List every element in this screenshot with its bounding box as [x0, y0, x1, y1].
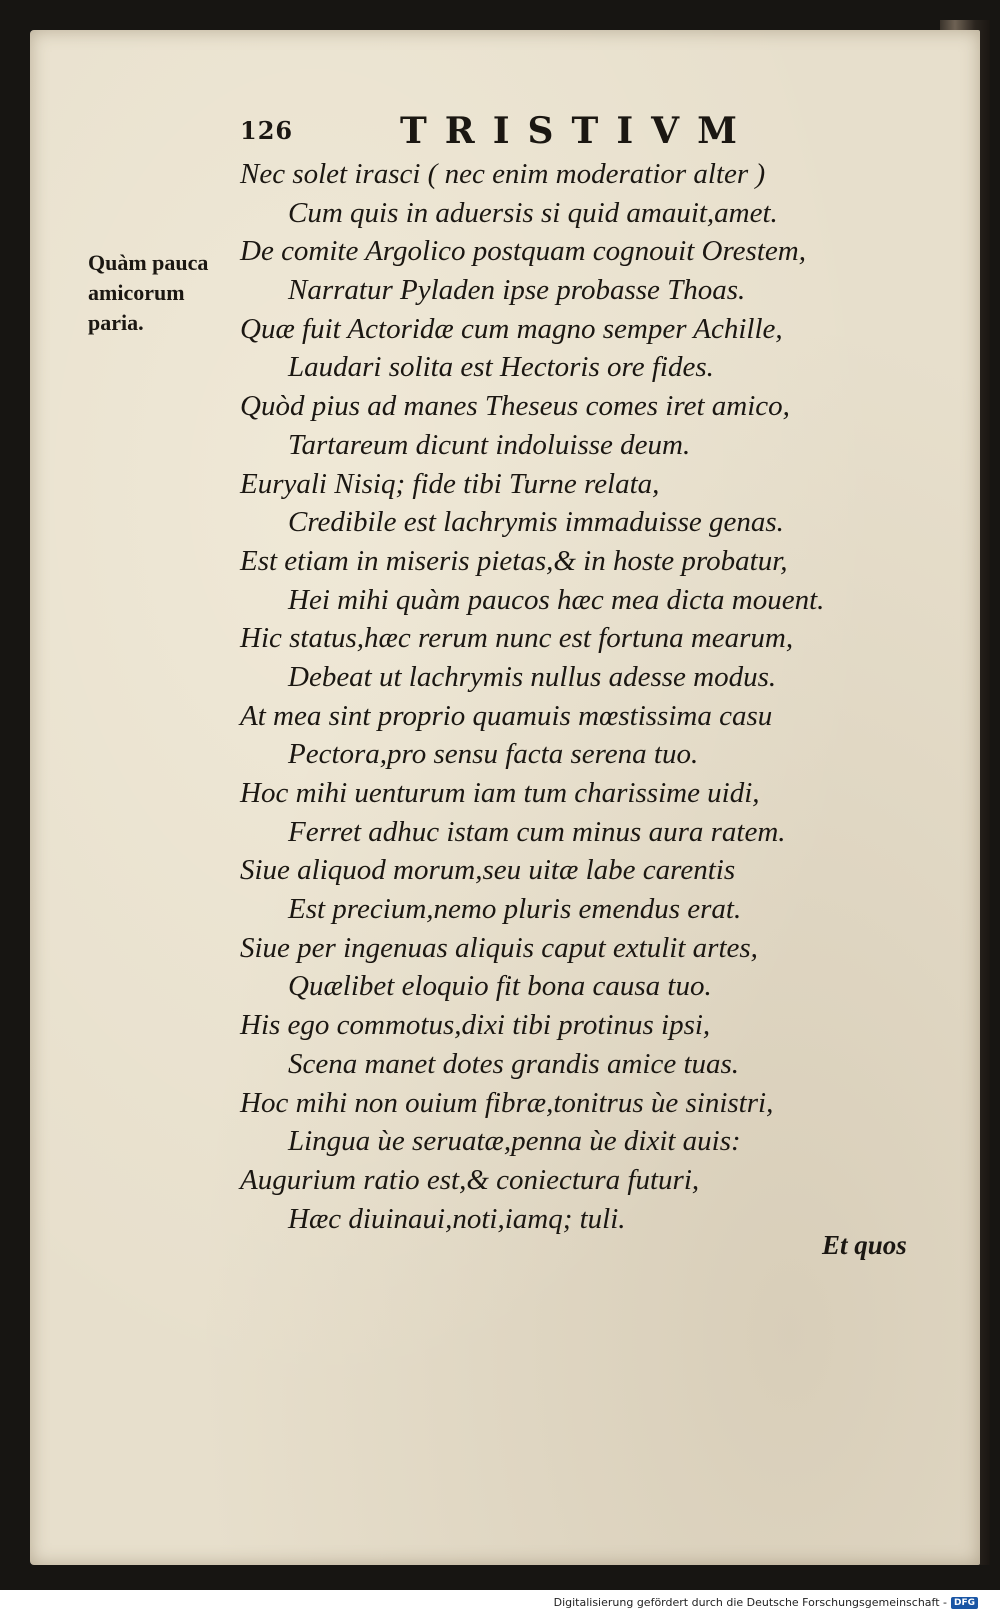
verse-line: Tartareum dicunt indoluisse deum. — [288, 428, 691, 461]
verse-line: Augurium ratio est,& coniectura futuri, — [240, 1163, 700, 1196]
verse-line: Nec solet irasci ( nec enim moderatior alter ) — [240, 158, 766, 190]
verse-line: Scena manet dotes grandis amice tuas. — [288, 1047, 740, 1080]
running-title: TRISTIVM — [400, 110, 755, 152]
verse-line: Hoc mihi non ouium fibræ,tonitrus ùe sinistri, — [240, 1086, 774, 1119]
margin-note-line: paria. — [88, 310, 144, 335]
verse-line: Pectora,pro sensu facta serena tuo. — [288, 738, 699, 771]
verse-line: Siue aliquod morum,seu uitæ labe carentis — [240, 854, 736, 887]
verse-line: Laudari solita est Hectoris ore fides. — [288, 351, 714, 384]
verse-line: Lingua ùe seruatæ,penna ùe dixit auis: — [288, 1125, 741, 1158]
verse-line: Hæc diuinaui,noti,iamq; tuli. — [288, 1202, 626, 1235]
verse-block — [240, 155, 880, 1238]
running-head — [240, 110, 760, 160]
verse-line: Quælibet eloquio fit bona causa tuo. — [288, 970, 712, 1003]
page-number: 126 — [240, 116, 294, 145]
verse-line: Narratur Pyladen ipse probasse Thoas. — [288, 274, 746, 307]
verse-line: Quæ fuit Actoridæ cum magno semper Achille, — [240, 312, 783, 345]
margin-note-line: amicorum — [88, 280, 185, 305]
verse-line: De comite Argolico postquam cognouit Orestem, — [240, 235, 806, 268]
verse-line: Euryali Nisiq; fide tibi Turne relata, — [240, 467, 660, 500]
dfg-logo: DFG — [951, 1597, 978, 1609]
verse-line: Hic status,hæc rerum nunc est fortuna mearum, — [240, 622, 794, 655]
book-page — [30, 30, 980, 1565]
verse-line: Credibile est lachrymis immaduisse genas. — [288, 506, 784, 539]
digitization-credit — [554, 1596, 978, 1609]
verse-line: Ferret adhuc istam cum minus aura ratem. — [288, 815, 786, 848]
verse-line: Debeat ut lachrymis nullus adesse modus. — [288, 660, 777, 693]
verse-line: Hei mihi quàm paucos hæc mea dicta mouent. — [288, 583, 825, 616]
verse-line: Est etiam in miseris pietas,& in hoste probatur, — [240, 544, 788, 577]
verse-line: His ego commotus,dixi tibi protinus ipsi, — [240, 1009, 711, 1042]
verse-line: At mea sint proprio quamuis mœstissima casu — [240, 699, 773, 732]
margin-note-line: Quàm pauca — [88, 250, 209, 275]
margin-note — [88, 248, 228, 338]
verse-line: Quòd pius ad manes Theseus comes iret amico, — [240, 390, 790, 423]
verse-line: Siue per ingenuas aliquis caput extulit artes, — [240, 931, 758, 964]
verse-line: Hoc mihi uenturum iam tum charissime uidi, — [240, 777, 760, 809]
verse-line: Est precium,nemo pluris emendus erat. — [288, 893, 742, 926]
catchword: Et quos — [822, 1230, 907, 1260]
credit-text: Digitalisierung gefördert durch die Deutsche Forschungsgemeinschaft - — [553, 1596, 947, 1609]
verse-line: Cum quis in aduersis si quid amauit,amet. — [288, 196, 778, 229]
